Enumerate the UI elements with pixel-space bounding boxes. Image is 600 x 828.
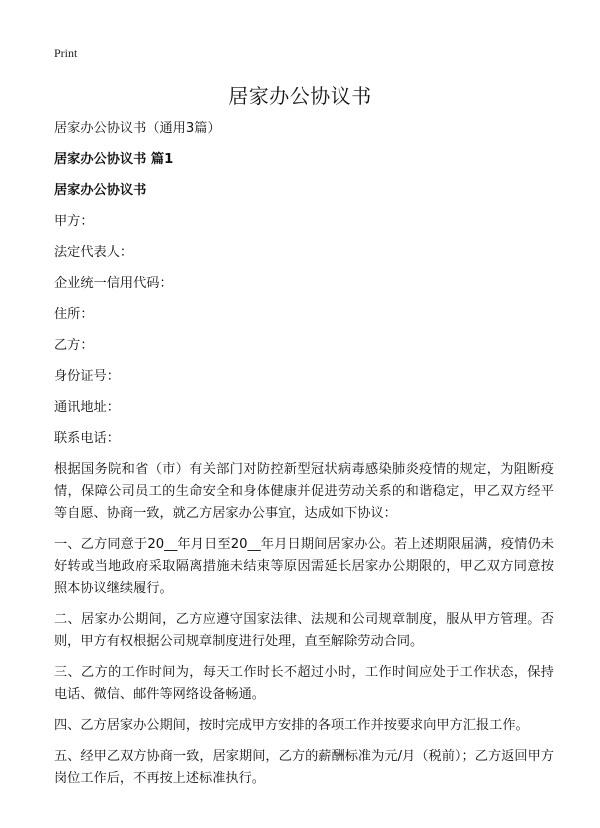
clause-3: 三、乙方的工作时间为，每天工作时长不超过小时，工作时间应处于工作状态，保持电话、微信、邮件等网络设备畅通。 [54, 665, 554, 702]
field-mailing-address: 通讯地址： [54, 400, 120, 415]
field-phone: 联系电话： [54, 431, 120, 446]
document-body [54, 118, 554, 799]
clause-5: 五、经甲乙双方协商一致，居家期间，乙方的薪酬标准为元/月（税前）；乙方返回甲方岗位工作后，不再按上述标准执行。 [54, 749, 554, 786]
clause-4: 四、乙方居家办公期间，按时完成甲方安排的各项工作并按要求向甲方汇报工作。 [54, 718, 529, 733]
clause-1: 一、乙方同意于20__年月日至20__年月日期间居家办公。若上述期限届满，疫情仍未好转或当地政府采取隔离措施未结束等原因需延长居家办公期限的，甲乙双方同意按照本协议继续履行。 [54, 537, 554, 596]
section-heading: 居家办公协议书 篇1 [54, 152, 174, 167]
clause-2: 二、居家办公期间，乙方应遵守国家法律、法规和公司规章制度，服从甲方管理。否则，甲方有权根据公司规章制度进行处理，直至解除劳动合同。 [54, 612, 554, 649]
page-title: 居家办公协议书 [228, 84, 372, 108]
field-party-b: 乙方： [54, 338, 94, 353]
agreement-heading: 居家办公协议书 [54, 183, 147, 198]
field-legal-representative: 法定代表人： [54, 245, 134, 260]
preamble-paragraph: 根据国务院和省（市）有关部门对防控新型冠状病毒感染肺炎疫情的规定，为阻断疫情，保障公司员工的生命安全和身体健康并促进劳动关系的和谐稳定，甲乙双方经平等自愿、协商一致，就乙方居家办公事宜，达成如下协议： [54, 462, 554, 521]
document-subtitle: 居家办公协议书（通用3篇） [54, 121, 221, 136]
field-address: 住所： [54, 307, 94, 322]
field-credit-code: 企业统一信用代码： [54, 276, 173, 291]
field-party-a: 甲方： [54, 214, 94, 229]
field-id-number: 身份证号： [54, 369, 120, 384]
print-link[interactable]: Print [54, 46, 78, 60]
